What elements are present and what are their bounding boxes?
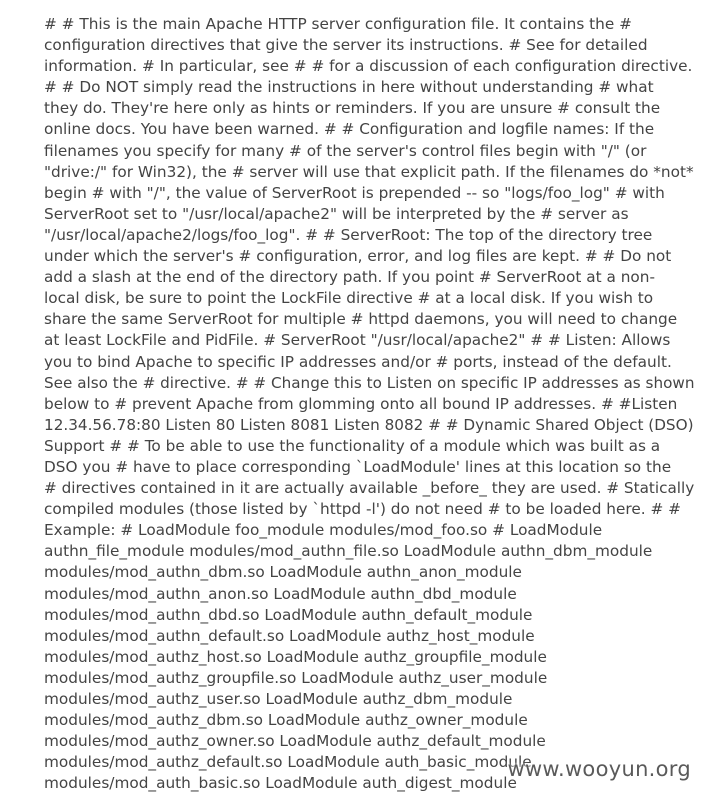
text-line: under which the server's # configuration, error, and log files are kept. # # Do not [44,247,672,266]
text-line: begin # with "/", the value of ServerRoot is prepended -- so "logs/foo_log" # with [44,183,665,202]
text-line: local disk, be sure to point the LockFile directive # at a local disk. If you wish to [44,289,654,308]
text-line: ServerRoot set to "/usr/local/apache2" will be interpreted by the # server as [44,204,629,223]
text-line: share the same ServerRoot for multiple # httpd daemons, you will need to change [44,310,678,329]
text-line: modules/mod_authz_default.so LoadModule auth_basic_module [44,753,532,772]
watermark-logo: www.wooyun.org [507,757,691,781]
text-line: "/usr/local/apache2/logs/foo_log". # # ServerRoot: The top of the directory tree [44,225,653,244]
text-line: authn_file_module modules/mod_authn_file.so LoadModule authn_dbm_module [44,542,653,561]
text-line: modules/mod_authz_groupfile.so LoadModule authz_user_module [44,668,548,687]
text-line: you to bind Apache to specific IP addresses and/or # ports, instead of the default. [44,352,672,371]
text-line: online docs. You have been warned. # # Configuration and logfile names: If the [44,120,655,139]
text-line: # # This is the main Apache HTTP server configuration file. It contains the # [44,15,632,33]
text-line: # directives contained in it are actually available _before_ they are used. # Statically [44,479,695,498]
text-line: information. # In particular, see # # for a discussion of each configuration directive. [44,57,693,76]
text-line: modules/mod_authz_host.so LoadModule authz_groupfile_module [44,647,547,666]
text-line: # # Do NOT simply read the instructions in here without understanding # what [44,78,654,97]
text-line: modules/mod_authz_dbm.so LoadModule authz_owner_module [44,711,528,730]
text-line: Support # # To be able to use the functionality of a module which was built as a [44,436,661,455]
text-line: modules/mod_authn_dbm.so LoadModule authn_anon_module [44,563,522,582]
text-line: filenames you specify for many # of the server's control files begin with "/" (or [44,141,647,160]
config-file-text [44,14,694,794]
text-line: add a slash at the end of the directory path. If you point # ServerRoot at a non- [44,268,655,287]
text-line: below to # prevent Apache from glomming onto all bound IP addresses. # #Listen [44,394,678,413]
text-line: modules/mod_authn_anon.so LoadModule authn_dbd_module [44,584,517,603]
text-line: "drive:/" for Win32), the # server will use that explicit path. If the filenames do *not* [44,162,694,181]
text-line: See also the # directive. # # Change this to Listen on specific IP addresses as shown [44,373,695,392]
text-line: Example: # LoadModule foo_module modules/mod_foo.so # LoadModule [44,521,603,540]
text-line: modules/mod_auth_basic.so LoadModule auth_digest_module [44,774,517,793]
text-line: modules/mod_authn_default.so LoadModule authz_host_module [44,626,535,645]
text-line: DSO you # have to place corresponding `LoadModule' lines at this location so the [44,457,672,476]
text-line: configuration directives that give the server its instructions. # See for detailed [44,36,648,55]
text-line: modules/mod_authz_owner.so LoadModule authz_default_module [44,732,546,751]
text-line: they do. They're here only as hints or reminders. If you are unsure # consult the [44,99,661,118]
text-line: compiled modules (those listed by `httpd -l') do not need # to be loaded here. # # [44,500,681,519]
text-line: at least LockFile and PidFile. # ServerRoot "/usr/local/apache2" # # Listen: Allows [44,331,671,350]
text-line: modules/mod_authz_user.so LoadModule authz_dbm_module [44,690,513,708]
text-line: 12.34.56.78:80 Listen 80 Listen 8081 Listen 8082 # # Dynamic Shared Object (DSO) [44,415,694,434]
text-line: modules/mod_authn_dbd.so LoadModule authn_default_module [44,605,533,624]
